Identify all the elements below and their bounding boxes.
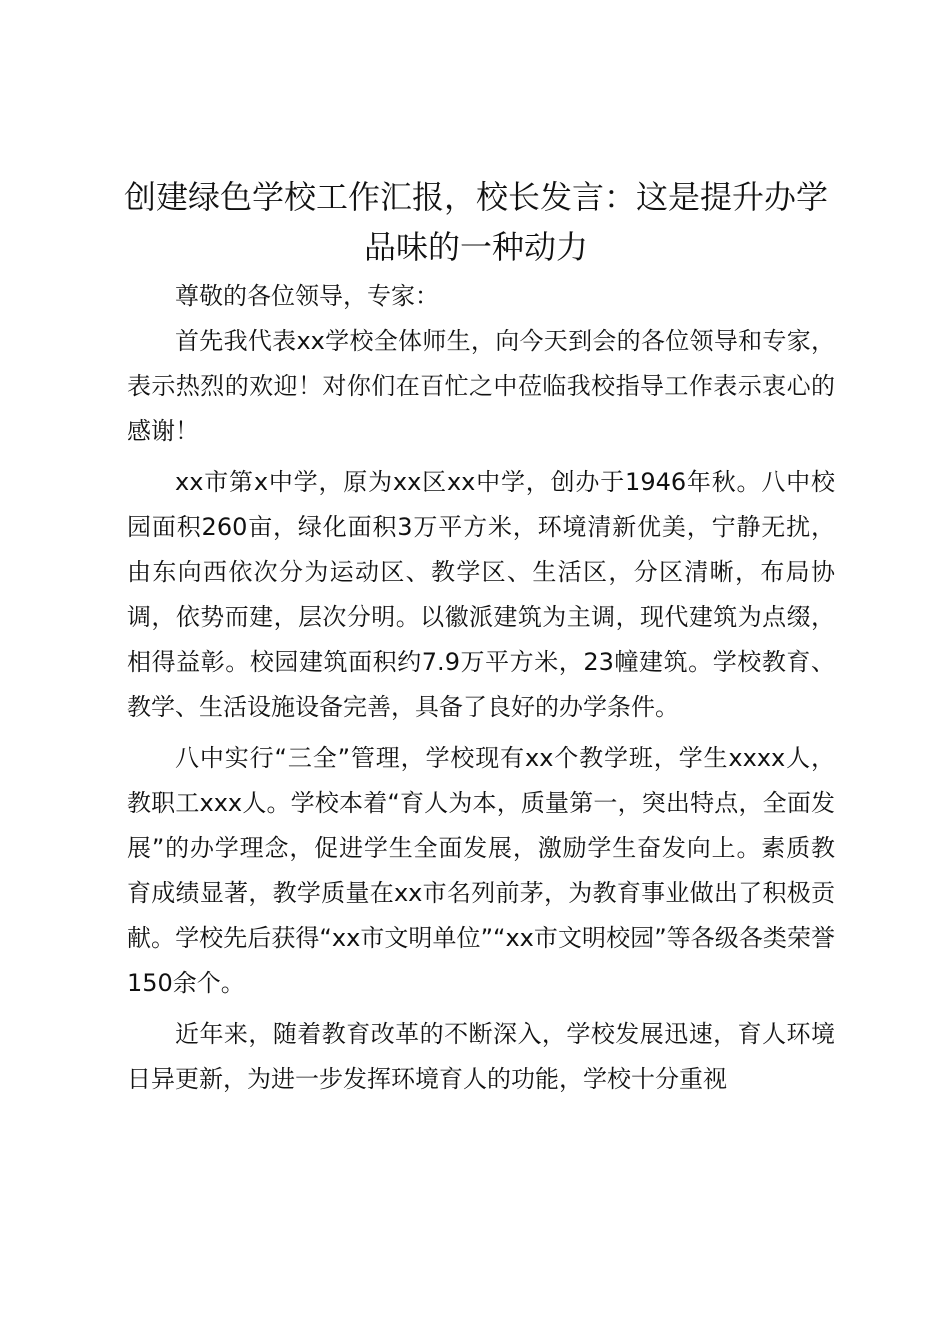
document-body (127, 274, 835, 1102)
management-paragraph: 八中实行“三全”管理，学校现有xx个教学班，学生xxxx人，教职工xxx人。学校本着“育人为本，质量第一，突出特点，全面发展”的办学理念，促进学生全面发展，激励学生奋发向上。素质教育成绩显著，教学质量在xx市名列前茅，为教育事业做出了积极贡献。学校先后获得“xx市文明单位”“xx市文明校园”等各级各类荣誉150余个。 (127, 744, 835, 997)
document-title: 创建绿色学校工作汇报，校长发言：这是提升办学品味的一种动力 (123, 178, 828, 266)
salutation-paragraph: 尊敬的各位领导，专家： (175, 282, 439, 310)
welcome-paragraph: 首先我代表xx学校全体师生，向今天到会的各位领导和专家，表示热烈的欢迎！对你们在百忙之中莅临我校指导工作表示衷心的感谢！ (127, 327, 835, 445)
recent-years-paragraph: 近年来，随着教育改革的不断深入，学校发展迅速，育人环境日异更新，为进一步发挥环境育人的功能，学校十分重视 (127, 1020, 835, 1093)
school-intro-paragraph: xx市第x中学，原为xx区xx中学，创办于1946年秋。八中校园面积260亩，绿化面积3万平方米，环境清新优美，宁静无扰，由东向西依次分为运动区、教学区、生活区，分区清晰，布局协调，依势而建，层次分明。以徽派建筑为主调，现代建筑为点缀，相得益彰。校园建筑面积约7.9万平方米，23幢建筑。学校教育、教学、生活设施设备完善，具备了良好的办学条件。 (127, 468, 835, 721)
